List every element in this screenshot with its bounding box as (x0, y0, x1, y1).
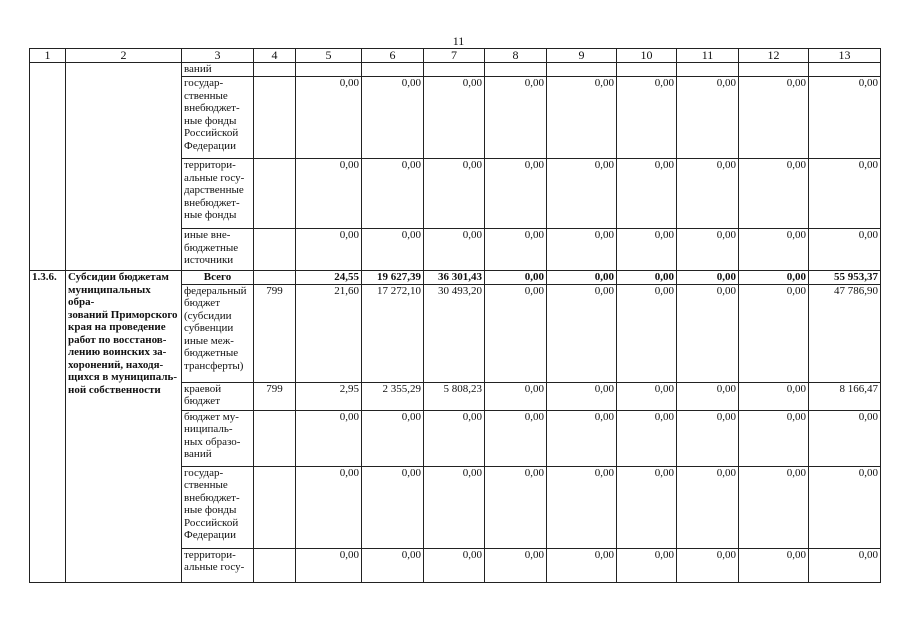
item-title-line: муниципальных обра- (68, 283, 151, 308)
funding-source-line: государ- (184, 77, 224, 89)
value-cell: 55 953,37 (809, 271, 881, 285)
value-cell: 0,00 (362, 77, 424, 159)
funding-source-line: бюджетные (184, 347, 239, 359)
value-cell: 0,00 (547, 77, 617, 159)
col-header: 6 (362, 49, 424, 63)
col-header: 12 (739, 49, 809, 63)
col-header: 5 (296, 49, 362, 63)
value-cell: 0,00 (547, 229, 617, 271)
value-cell: 0,00 (547, 382, 617, 410)
funding-source-cell (182, 382, 254, 410)
value-cell: 30 493,20 (424, 284, 485, 382)
funding-source-line: альные госу- (184, 171, 245, 184)
funding-source-cell (182, 284, 254, 382)
item-title-line: работ по восстанов- (68, 333, 167, 346)
funding-source-line: трансферты) (184, 359, 244, 372)
funding-source-line: иные меж- (184, 334, 234, 347)
value-cell (739, 63, 809, 77)
value-cell: 0,00 (809, 229, 881, 271)
item-title-line: зований Приморского (68, 308, 178, 321)
funding-source-line: внебюджет- (184, 196, 240, 209)
value-cell (677, 63, 739, 77)
value-cell: 2 355,29 (362, 382, 424, 410)
funding-source-line: Всего (203, 271, 232, 283)
column-header-row (30, 49, 881, 63)
value-cell (547, 63, 617, 77)
funding-source-line: краевой (184, 382, 222, 395)
item-title-line: ной собственности (68, 383, 161, 396)
funding-source-line: бюджет му- (184, 410, 239, 423)
funding-source-line: ниципаль- (184, 423, 233, 435)
col-header: 13 (809, 49, 881, 63)
value-cell: 0,00 (296, 466, 362, 548)
value-cell: 0,00 (362, 548, 424, 582)
value-cell (485, 63, 547, 77)
funding-source-cell (182, 229, 254, 271)
value-cell: 0,00 (739, 548, 809, 582)
value-cell: 0,00 (677, 284, 739, 382)
value-cell: 0,00 (547, 410, 617, 466)
row-number-cell (30, 63, 66, 271)
funding-source-cell (182, 63, 254, 77)
funding-source-line: ных образо- (184, 435, 241, 448)
value-cell: 0,00 (547, 466, 617, 548)
value-cell: 0,00 (296, 410, 362, 466)
value-cell: 0,00 (809, 410, 881, 466)
value-cell: 19 627,39 (362, 271, 424, 285)
value-cell: 0,00 (424, 466, 485, 548)
value-cell: 0,00 (617, 77, 677, 159)
funding-source-line: Российской (184, 127, 239, 139)
value-cell: 0,00 (677, 382, 739, 410)
budget-code-cell: 799 (254, 284, 296, 382)
funding-source-line: иные вне- (184, 229, 231, 241)
value-cell (617, 63, 677, 77)
value-cell: 5 808,23 (424, 382, 485, 410)
value-cell: 0,00 (547, 271, 617, 285)
value-cell (809, 63, 881, 77)
value-cell (296, 63, 362, 77)
value-cell: 0,00 (739, 159, 809, 229)
funding-source-line: ные фонды (184, 114, 237, 127)
value-cell: 0,00 (677, 548, 739, 582)
budget-code-cell (254, 229, 296, 271)
value-cell: 0,00 (296, 159, 362, 229)
funding-source-cell (182, 77, 254, 159)
budget-code-cell (254, 410, 296, 466)
value-cell: 0,00 (547, 159, 617, 229)
value-cell: 0,00 (362, 229, 424, 271)
value-cell: 24,55 (296, 271, 362, 285)
value-cell: 0,00 (424, 159, 485, 229)
value-cell: 0,00 (424, 77, 485, 159)
funding-source-line: (субсидии (184, 309, 232, 322)
value-cell: 0,00 (739, 77, 809, 159)
value-cell: 0,00 (617, 229, 677, 271)
value-cell: 0,00 (362, 159, 424, 229)
value-cell: 0,00 (677, 410, 739, 466)
funding-source-line: ные фонды (184, 504, 237, 516)
funding-source-line: государ- (184, 466, 224, 479)
value-cell: 0,00 (809, 466, 881, 548)
value-cell: 0,00 (424, 229, 485, 271)
value-cell: 0,00 (617, 271, 677, 285)
value-cell: 0,00 (739, 284, 809, 382)
item-title-cell (66, 63, 182, 271)
value-cell: 0,00 (485, 77, 547, 159)
value-cell: 0,00 (547, 284, 617, 382)
funding-source-line: источники (184, 254, 234, 266)
budget-code-cell (254, 466, 296, 548)
value-cell: 0,00 (617, 159, 677, 229)
funding-source-line: ственные (184, 479, 228, 491)
value-cell: 0,00 (739, 466, 809, 548)
funding-source-line: внебюджет- (184, 491, 240, 504)
value-cell: 0,00 (677, 229, 739, 271)
value-cell: 0,00 (809, 77, 881, 159)
value-cell: 0,00 (362, 466, 424, 548)
value-cell: 0,00 (485, 410, 547, 466)
value-cell: 8 166,47 (809, 382, 881, 410)
value-cell: 0,00 (677, 466, 739, 548)
value-cell (424, 63, 485, 77)
value-cell: 0,00 (547, 548, 617, 582)
value-cell: 0,00 (424, 410, 485, 466)
value-cell: 0,00 (485, 159, 547, 229)
value-cell: 0,00 (617, 382, 677, 410)
col-header: 1 (30, 49, 66, 63)
value-cell: 0,00 (677, 271, 739, 285)
value-cell: 0,00 (485, 548, 547, 582)
col-header: 10 (617, 49, 677, 63)
value-cell: 0,00 (485, 229, 547, 271)
item-title-line: щихся в муниципаль- (68, 371, 178, 383)
value-cell: 0,00 (739, 271, 809, 285)
col-header: 3 (182, 49, 254, 63)
funding-source-line: Федерации (184, 529, 236, 541)
item-title-line: края на проведение (68, 321, 166, 333)
item-title-cell (66, 271, 182, 583)
value-cell: 0,00 (617, 548, 677, 582)
funding-source-line: ственные (184, 89, 228, 102)
col-header: 4 (254, 49, 296, 63)
value-cell: 0,00 (296, 77, 362, 159)
row-number-cell: 1.3.6. (30, 271, 66, 583)
value-cell: 0,00 (739, 410, 809, 466)
funding-source-line: территори- (184, 548, 236, 561)
budget-code-cell (254, 548, 296, 582)
budget-code-cell (254, 271, 296, 285)
funding-source-cell (182, 410, 254, 466)
value-cell: 0,00 (809, 548, 881, 582)
value-cell (362, 63, 424, 77)
value-cell: 0,00 (809, 159, 881, 229)
col-header: 8 (485, 49, 547, 63)
funding-source-line: внебюджет- (184, 102, 240, 114)
value-cell: 47 786,90 (809, 284, 881, 382)
value-cell: 2,95 (296, 382, 362, 410)
funding-source-line: ваний (184, 448, 212, 460)
funding-source-cell (182, 548, 254, 582)
value-cell: 0,00 (485, 382, 547, 410)
item-title-line: хоронений, находя- (68, 358, 164, 371)
funding-source-line: Российской (184, 516, 239, 529)
value-cell: 36 301,43 (424, 271, 485, 285)
funding-source-cell (182, 159, 254, 229)
value-cell: 0,00 (617, 466, 677, 548)
budget-table (29, 48, 881, 583)
budget-code-cell (254, 63, 296, 77)
value-cell: 21,60 (296, 284, 362, 382)
budget-code-cell (254, 77, 296, 159)
value-cell: 0,00 (424, 548, 485, 582)
value-cell: 0,00 (296, 229, 362, 271)
value-cell: 0,00 (485, 271, 547, 285)
funding-source-line: дарственные (184, 184, 244, 196)
col-header: 2 (66, 49, 182, 63)
table-row (30, 63, 881, 77)
col-header: 11 (677, 49, 739, 63)
value-cell: 0,00 (362, 410, 424, 466)
table-row (30, 271, 881, 285)
funding-source-line: субвенции (184, 322, 234, 334)
value-cell: 0,00 (485, 284, 547, 382)
value-cell: 0,00 (677, 159, 739, 229)
funding-source-line: бюджетные (184, 241, 239, 254)
value-cell: 0,00 (739, 382, 809, 410)
page-number: 11 (452, 34, 465, 48)
funding-source-line: территори- (184, 159, 236, 171)
funding-source-line: ваний (184, 63, 212, 75)
funding-source-cell (182, 271, 254, 285)
funding-source-line: федеральный (184, 284, 247, 297)
item-title-line: лению воинских за- (68, 346, 167, 358)
funding-source-cell (182, 466, 254, 548)
funding-source-line: бюджет (184, 395, 220, 407)
value-cell: 0,00 (617, 284, 677, 382)
funding-source-line: ные фонды (184, 209, 237, 221)
value-cell: 0,00 (677, 77, 739, 159)
budget-code-cell (254, 159, 296, 229)
value-cell: 0,00 (739, 229, 809, 271)
value-cell: 17 272,10 (362, 284, 424, 382)
funding-source-line: альные госу- (184, 561, 245, 573)
funding-source-line: бюджет (184, 297, 220, 309)
value-cell: 0,00 (617, 410, 677, 466)
col-header: 9 (547, 49, 617, 63)
col-header: 7 (424, 49, 485, 63)
item-title-line: Субсидии бюджетам (68, 271, 169, 283)
value-cell: 0,00 (485, 466, 547, 548)
funding-source-line: Федерации (184, 139, 236, 152)
value-cell: 0,00 (296, 548, 362, 582)
budget-code-cell: 799 (254, 382, 296, 410)
